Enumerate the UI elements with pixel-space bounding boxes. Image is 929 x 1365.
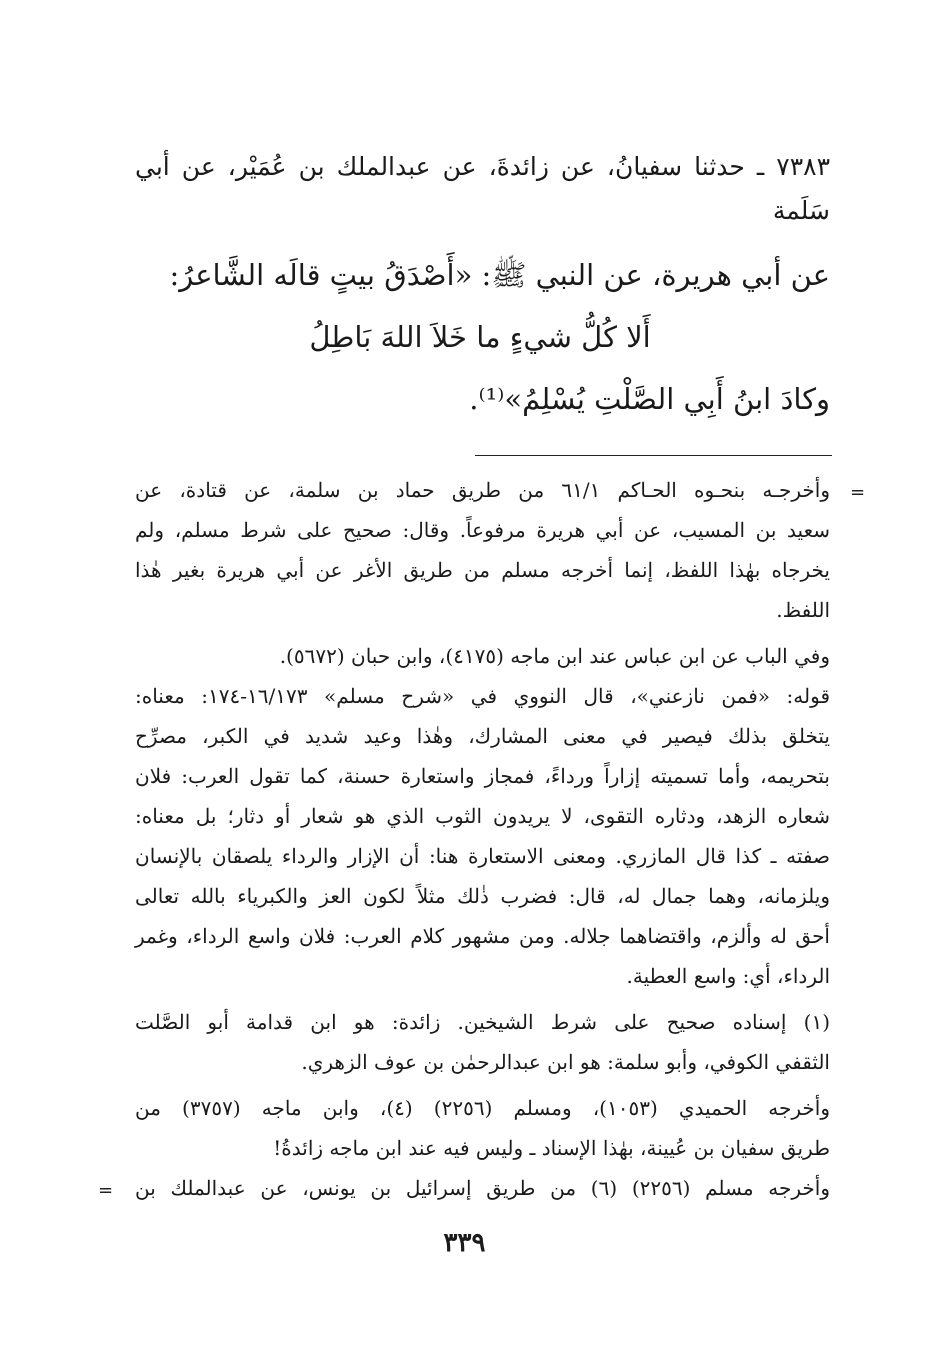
footnote-1-line: وأخرجه الحميدي (١٠٥٣)، ومسلم (٢٢٥٦) (٤)، وابن ماجه (٣٧٥٧) من (135, 1096, 831, 1120)
footnote-1-line: وأخرجه مسلم (٢٢٥٦) (٦) من طريق إسرائيل بن يونس، عن عبدالملك بن (135, 1176, 830, 1200)
footnote-line: شعاره الزهد، ودثاره التقوى، لا يريدون الثوب الذي هو شعار أو دثار؛ بل معناه: (135, 804, 830, 828)
footnote-1-line: الثقفي الكوفي، وأبو سلمة: هو ابن عبدالرحمٰن بن عوف الزهري. (301, 1050, 830, 1074)
footnote-line: وفي الباب عن ابن عباس عند ابن ماجه (٤١٧٥)، وابن حبان (٥٦٧٢). (279, 644, 830, 668)
footnote-line: قوله: «فمن نازعني»، قال النووي في «شرح مسلم» ١٦/١٧٣-١٧٤: معناه: (135, 684, 830, 708)
hadith-line-1: ٧٣٨٣ ـ حدثنا سفيانُ، عن زائدةَ، عن عبدالملك بن عُمَيْر، عن أبي (135, 152, 830, 181)
footnote-line: الرداء، أي: واسع العطية. (626, 964, 830, 988)
footnote-line: اللفظ. (776, 598, 830, 622)
footnote-line: وأخرجـه بنحـوه الحـاكم ٦١/١ من طريق حماد بن سلمة، عن قتادة، عن (135, 478, 830, 502)
footnote-separator (475, 455, 832, 456)
footnote-1-line: طريق سفيان بن عُيينة، بهٰذا الإسناد ـ وليس فيه عند ابن ماجه زائدةُ! (273, 1136, 830, 1160)
footnote-line: صفته ـ كذا قال المازري. ومعنى الاستعارة هنا: أن الإزار والرداء يلصقان بالإنسان (135, 844, 830, 868)
footnote-line: سعيد بن المسيب، عن أبي هريرة مرفوعاً. وقال: صحيح على شرط مسلم، ولم (135, 518, 830, 542)
footnote-line: يتخلق بذلك فيصير في معنى المشارك، وهٰذا وعيد شديد في الكبر، مصرِّح (135, 724, 831, 748)
footnote-line: بتحريمه، وأما تسميته إزاراً ورداءً، فمجاز واستعارة حسنة، كما تقول العرب: فلان (135, 764, 830, 788)
continuation-mark-top: = (850, 482, 866, 503)
footnote-line: أحق له وألزم، واقتضاهما جلاله. ومن مشهور كلام العرب: فلان واسع الرداء، وغمر (135, 924, 830, 948)
poem-verse-2: وكادَ ابنُ أَبِي الصَّلْتِ يُسْلِمُ»⁽¹⁾. (469, 382, 830, 416)
footnote-1-line: (١) إسناده صحيح على شرط الشيخين. زائدة: هو ابن قدامة أبو الصَّلت (135, 1010, 830, 1034)
hadith-line-2: سَلَمة (772, 196, 830, 225)
poem-intro: عن أبي هريرة، عن النبي ﷺ: «أَصْدَقُ بيتٍ قالَه الشَّاعرُ: (169, 258, 830, 292)
footnote-line: ويلزمانه، وهما جمال له، قال: فضرب ذٰلك مثلاً لكون العز والكبرياء بالله تعالى (135, 884, 830, 908)
poem-verse-1: أَلا كُلُّ شيءٍ ما خَلاَ اللهَ بَاطِلُ (309, 320, 651, 354)
footnote-line: يخرجاه بهٰذا اللفظ، إنما أخرجه مسلم من طريق الأغر عن أبي هريرة بغير هٰذا (135, 558, 830, 582)
continuation-mark-bottom: = (98, 1180, 114, 1201)
page-number: ٣٣٩ (443, 1228, 486, 1258)
